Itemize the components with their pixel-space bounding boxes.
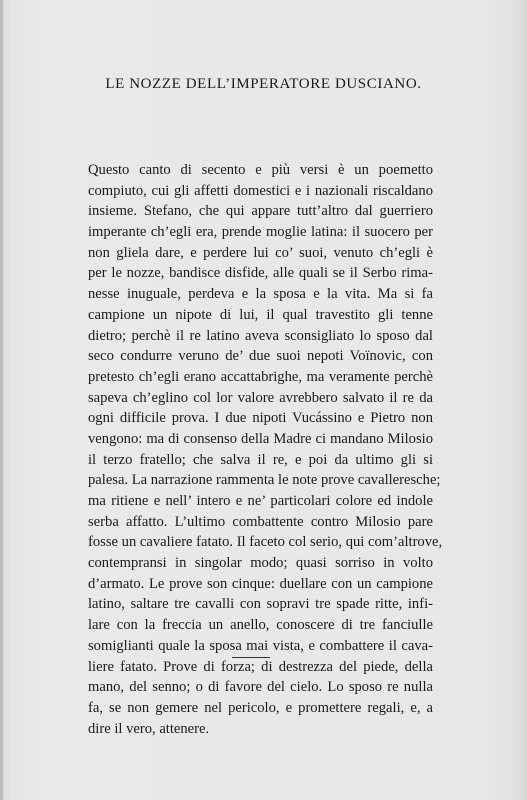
body-paragraph (88, 160, 443, 739)
text-line: il terzo fratello; che salva il re, e poi da ultimo gli si (88, 451, 433, 468)
text-line: vengono: ma di consenso della Madre ci mandano Milosio (88, 430, 433, 447)
text-line: ma ritiene e nell’ intero e ne’ particolari colore ed indole (88, 493, 433, 509)
closing-rule (232, 657, 270, 658)
text-line: contempransi in singolar modo; quasi sorriso in volto (88, 555, 433, 572)
text-line: seco condurre veruno de’ due suoi nepoti Voïnovic, con (88, 348, 433, 365)
text-line: compiuto, cui gli affetti domestici e i nazionali riscaldano (88, 182, 433, 199)
text-line: lare con la freccia un anello, conoscere di tre fanciulle (88, 617, 433, 634)
text-line: liere fatato. Prove di forza; di destrezza del piede, della (88, 658, 433, 675)
text-line: imperante ch’egli era, prende moglie latina: il suocero per (88, 224, 433, 241)
text-line: dire il vero, attenere. (88, 720, 210, 737)
text-line: serba affatto. L’ultimo combattente contro Milosio pare (88, 513, 433, 530)
text-line: fosse un cavaliere fatato. Il faceto col serio, qui com’altrove, (88, 534, 443, 551)
text-line: dietro; perchè il re latino aveva sconsigliato lo sposo dal (88, 327, 433, 344)
text-line: d’armato. Le prove son cinque: duellare con un campione (88, 575, 433, 592)
text-line: per le nozze, bandisce disfide, alle quali se il Serbo rima- (88, 265, 433, 282)
text-line: palesa. La narrazione rammenta le note prove cavalleresche; (88, 472, 441, 489)
text-line: pretesto ch’egli erano accattabrighe, ma veramente perchè (88, 368, 433, 385)
text-line: campione un nipote di lui, il qual travestito gli tenne (88, 306, 433, 323)
text-line: somiglianti quale la sposa mai vista, e combattere il cava- (88, 637, 433, 654)
text-line: non gliela dare, e perdere lui co’ suoi, venuto ch’egli è (88, 244, 433, 261)
text-line: fa, se non gemere nel pericolo, e promettere regali, e, a (88, 699, 433, 716)
chapter-title: LE NOZZE DELL’IMPERATORE DUSCIANO. (105, 76, 422, 92)
text-line: insieme. Stefano, che qui appare tutt’altro dal guerriero (88, 203, 433, 220)
page-binding-edge (0, 0, 3, 800)
text-line: sapeva ch’eglino col lor valore avrebbero salvato il re da (88, 389, 433, 406)
text-line: Questo canto di secento e più versi è un poemetto (88, 162, 433, 178)
text-line: mano, del senno; o di favore del cielo. Lo sposo re nulla (88, 679, 433, 696)
text-line: latino, saltare tre cavalli con sopravi tre spade ritte, infi- (88, 596, 433, 613)
text-line: ogni difficile prova. I due nipoti Vucássino e Pietro non (88, 410, 433, 427)
text-line: nesse inuguale, perdeva e la sposa e la vita. Ma si fa (88, 286, 433, 303)
